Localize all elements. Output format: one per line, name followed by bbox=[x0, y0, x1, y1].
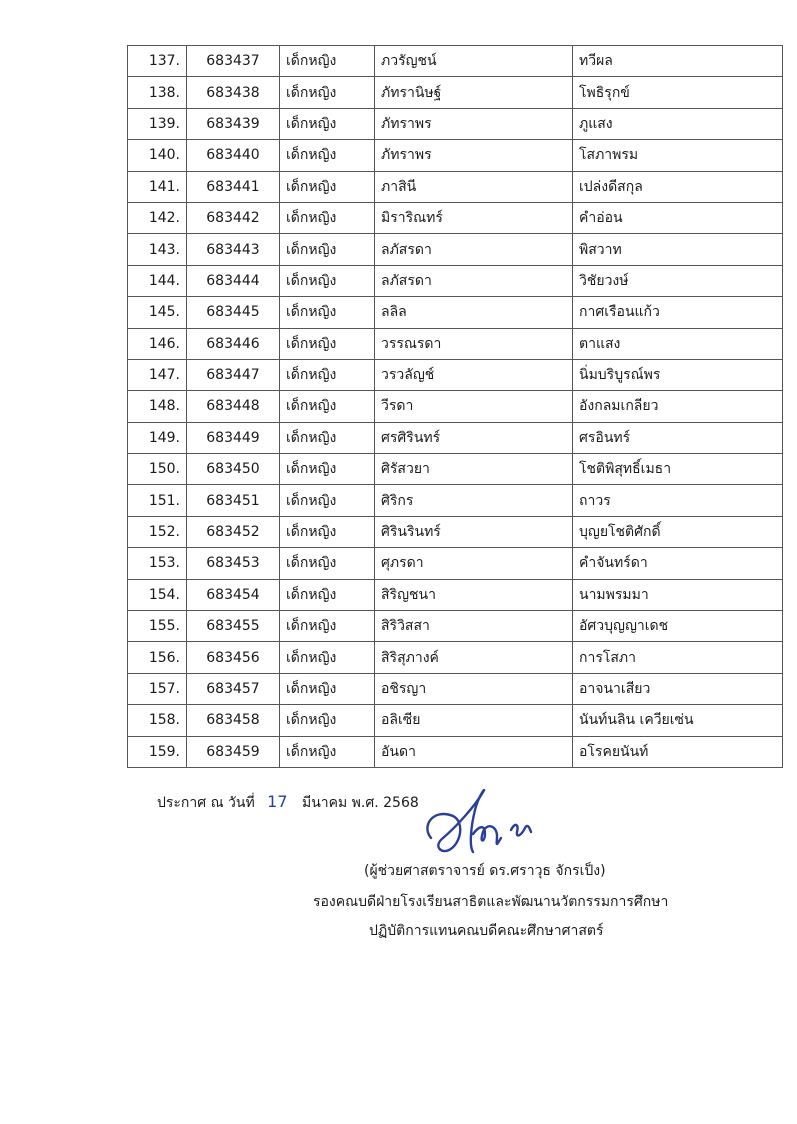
first-name: วรรณรดา bbox=[375, 328, 573, 359]
name-title: เด็กหญิง bbox=[280, 359, 375, 390]
row-number: 154. bbox=[128, 579, 187, 610]
first-name: ศรศิรินทร์ bbox=[375, 422, 573, 453]
student-id: 683448 bbox=[187, 391, 280, 422]
name-title: เด็กหญิง bbox=[280, 265, 375, 296]
row-number: 153. bbox=[128, 548, 187, 579]
name-title: เด็กหญิง bbox=[280, 579, 375, 610]
student-id: 683444 bbox=[187, 265, 280, 296]
name-title: เด็กหญิง bbox=[280, 297, 375, 328]
name-title: เด็กหญิง bbox=[280, 140, 375, 171]
announcement-date bbox=[157, 792, 419, 814]
table-row bbox=[128, 454, 783, 485]
last-name: นันท์นลิน เควียเซ่น bbox=[573, 705, 783, 736]
signature-image bbox=[413, 786, 543, 862]
last-name: คำอ่อน bbox=[573, 202, 783, 233]
student-id: 683437 bbox=[187, 46, 280, 77]
table-row bbox=[128, 171, 783, 202]
row-number: 152. bbox=[128, 516, 187, 547]
table-row bbox=[128, 516, 783, 547]
row-number: 138. bbox=[128, 77, 187, 108]
first-name: อลิเซีย bbox=[375, 705, 573, 736]
row-number: 142. bbox=[128, 202, 187, 233]
last-name: ถาวร bbox=[573, 485, 783, 516]
last-name: วิชัยวงษ์ bbox=[573, 265, 783, 296]
table-row bbox=[128, 46, 783, 77]
row-number: 146. bbox=[128, 328, 187, 359]
table-row bbox=[128, 202, 783, 233]
last-name: อัศวบุญญาเดช bbox=[573, 611, 783, 642]
signer-acting: ปฏิบัติการแทนคณบดีคณะศึกษาศาสตร์ bbox=[369, 923, 604, 939]
student-id: 683440 bbox=[187, 140, 280, 171]
first-name: ศิรินรินทร์ bbox=[375, 516, 573, 547]
student-id: 683442 bbox=[187, 202, 280, 233]
first-name: สิริวิสสา bbox=[375, 611, 573, 642]
name-title: เด็กหญิง bbox=[280, 642, 375, 673]
student-id: 683447 bbox=[187, 359, 280, 390]
student-id: 683449 bbox=[187, 422, 280, 453]
last-name: เปล่งดีสกุล bbox=[573, 171, 783, 202]
table-row bbox=[128, 673, 783, 704]
first-name: สิริญชนา bbox=[375, 579, 573, 610]
student-id: 683441 bbox=[187, 171, 280, 202]
first-name: ภัทราพร bbox=[375, 140, 573, 171]
table-row bbox=[128, 391, 783, 422]
signer-position: รองคณบดีฝ่ายโรงเรียนสาธิตและพัฒนานวัตกรรมการศึกษา bbox=[313, 894, 669, 910]
name-title: เด็กหญิง bbox=[280, 485, 375, 516]
row-number: 148. bbox=[128, 391, 187, 422]
student-id: 683445 bbox=[187, 297, 280, 328]
first-name: สิริสุภางค์ bbox=[375, 642, 573, 673]
first-name: ลภัสรดา bbox=[375, 234, 573, 265]
name-title: เด็กหญิง bbox=[280, 108, 375, 139]
last-name: อังกลมเกลียว bbox=[573, 391, 783, 422]
table-row bbox=[128, 705, 783, 736]
student-id: 683453 bbox=[187, 548, 280, 579]
student-id: 683438 bbox=[187, 77, 280, 108]
name-title: เด็กหญิง bbox=[280, 736, 375, 767]
last-name: กาศเรือนแก้ว bbox=[573, 297, 783, 328]
table-row bbox=[128, 140, 783, 171]
student-id: 683451 bbox=[187, 485, 280, 516]
roster-body bbox=[128, 46, 783, 768]
table-row bbox=[128, 297, 783, 328]
student-id: 683455 bbox=[187, 611, 280, 642]
name-title: เด็กหญิง bbox=[280, 391, 375, 422]
name-title: เด็กหญิง bbox=[280, 328, 375, 359]
name-title: เด็กหญิง bbox=[280, 611, 375, 642]
table-row bbox=[128, 611, 783, 642]
row-number: 158. bbox=[128, 705, 187, 736]
table-row bbox=[128, 548, 783, 579]
announce-prefix: ประกาศ ณ วันที่ bbox=[157, 795, 255, 811]
first-name: ภัทรานิษฐ์ bbox=[375, 77, 573, 108]
last-name: อโรคยนันท์ bbox=[573, 736, 783, 767]
last-name: อาจนาเสียว bbox=[573, 673, 783, 704]
first-name: วีรดา bbox=[375, 391, 573, 422]
name-title: เด็กหญิง bbox=[280, 705, 375, 736]
last-name: นิ่มบริบูรณ์พร bbox=[573, 359, 783, 390]
student-id: 683458 bbox=[187, 705, 280, 736]
announce-suffix: มีนาคม พ.ศ. 2568 bbox=[301, 795, 419, 811]
table-row bbox=[128, 328, 783, 359]
table-row bbox=[128, 108, 783, 139]
first-name: ภวรัญชน์ bbox=[375, 46, 573, 77]
first-name: ลลิล bbox=[375, 297, 573, 328]
row-number: 150. bbox=[128, 454, 187, 485]
last-name: การโสภา bbox=[573, 642, 783, 673]
first-name: วรวลัญช์ bbox=[375, 359, 573, 390]
name-title: เด็กหญิง bbox=[280, 77, 375, 108]
first-name: อันดา bbox=[375, 736, 573, 767]
row-number: 151. bbox=[128, 485, 187, 516]
student-id: 683452 bbox=[187, 516, 280, 547]
row-number: 141. bbox=[128, 171, 187, 202]
last-name: คำจันทร์ดา bbox=[573, 548, 783, 579]
student-id: 683454 bbox=[187, 579, 280, 610]
first-name: ภาสินี bbox=[375, 171, 573, 202]
student-id: 683457 bbox=[187, 673, 280, 704]
row-number: 137. bbox=[128, 46, 187, 77]
name-title: เด็กหญิง bbox=[280, 171, 375, 202]
name-title: เด็กหญิง bbox=[280, 202, 375, 233]
last-name: ศรอินทร์ bbox=[573, 422, 783, 453]
table-row bbox=[128, 642, 783, 673]
first-name: อชิรญา bbox=[375, 673, 573, 704]
row-number: 139. bbox=[128, 108, 187, 139]
table-row bbox=[128, 579, 783, 610]
student-id: 683443 bbox=[187, 234, 280, 265]
name-title: เด็กหญิง bbox=[280, 454, 375, 485]
announce-day: 17 bbox=[267, 792, 288, 811]
last-name: ภูแสง bbox=[573, 108, 783, 139]
first-name: ศิรัสวยา bbox=[375, 454, 573, 485]
row-number: 157. bbox=[128, 673, 187, 704]
row-number: 156. bbox=[128, 642, 187, 673]
name-title: เด็กหญิง bbox=[280, 422, 375, 453]
table-row bbox=[128, 736, 783, 767]
name-title: เด็กหญิง bbox=[280, 516, 375, 547]
row-number: 155. bbox=[128, 611, 187, 642]
last-name: พิสวาท bbox=[573, 234, 783, 265]
last-name: นามพรมมา bbox=[573, 579, 783, 610]
first-name: มิราริณทร์ bbox=[375, 202, 573, 233]
first-name: ศุภรดา bbox=[375, 548, 573, 579]
row-number: 144. bbox=[128, 265, 187, 296]
name-title: เด็กหญิง bbox=[280, 673, 375, 704]
row-number: 145. bbox=[128, 297, 187, 328]
last-name: โพธิรุกข์ bbox=[573, 77, 783, 108]
first-name: ภัทราพร bbox=[375, 108, 573, 139]
table-row bbox=[128, 359, 783, 390]
student-id: 683439 bbox=[187, 108, 280, 139]
row-number: 147. bbox=[128, 359, 187, 390]
last-name: โชติพิสุทธิ์เมธา bbox=[573, 454, 783, 485]
first-name: ลภัสรดา bbox=[375, 265, 573, 296]
name-title: เด็กหญิง bbox=[280, 234, 375, 265]
row-number: 143. bbox=[128, 234, 187, 265]
student-id: 683459 bbox=[187, 736, 280, 767]
last-name: โสภาพรม bbox=[573, 140, 783, 171]
table-row bbox=[128, 77, 783, 108]
table-row bbox=[128, 265, 783, 296]
first-name: ศิริกร bbox=[375, 485, 573, 516]
signer-name: (ผู้ช่วยศาสตราจารย์ ดร.ศราวุธ จักรเป็ง) bbox=[364, 863, 606, 879]
student-roster-table bbox=[127, 45, 783, 768]
student-id: 683456 bbox=[187, 642, 280, 673]
table-row bbox=[128, 422, 783, 453]
last-name: ตาแสง bbox=[573, 328, 783, 359]
row-number: 140. bbox=[128, 140, 187, 171]
student-id: 683450 bbox=[187, 454, 280, 485]
name-title: เด็กหญิง bbox=[280, 46, 375, 77]
row-number: 149. bbox=[128, 422, 187, 453]
last-name: ทวีผล bbox=[573, 46, 783, 77]
name-title: เด็กหญิง bbox=[280, 548, 375, 579]
table-row bbox=[128, 234, 783, 265]
last-name: บุญยโชติศักดิ์ bbox=[573, 516, 783, 547]
row-number: 159. bbox=[128, 736, 187, 767]
table-row bbox=[128, 485, 783, 516]
student-id: 683446 bbox=[187, 328, 280, 359]
